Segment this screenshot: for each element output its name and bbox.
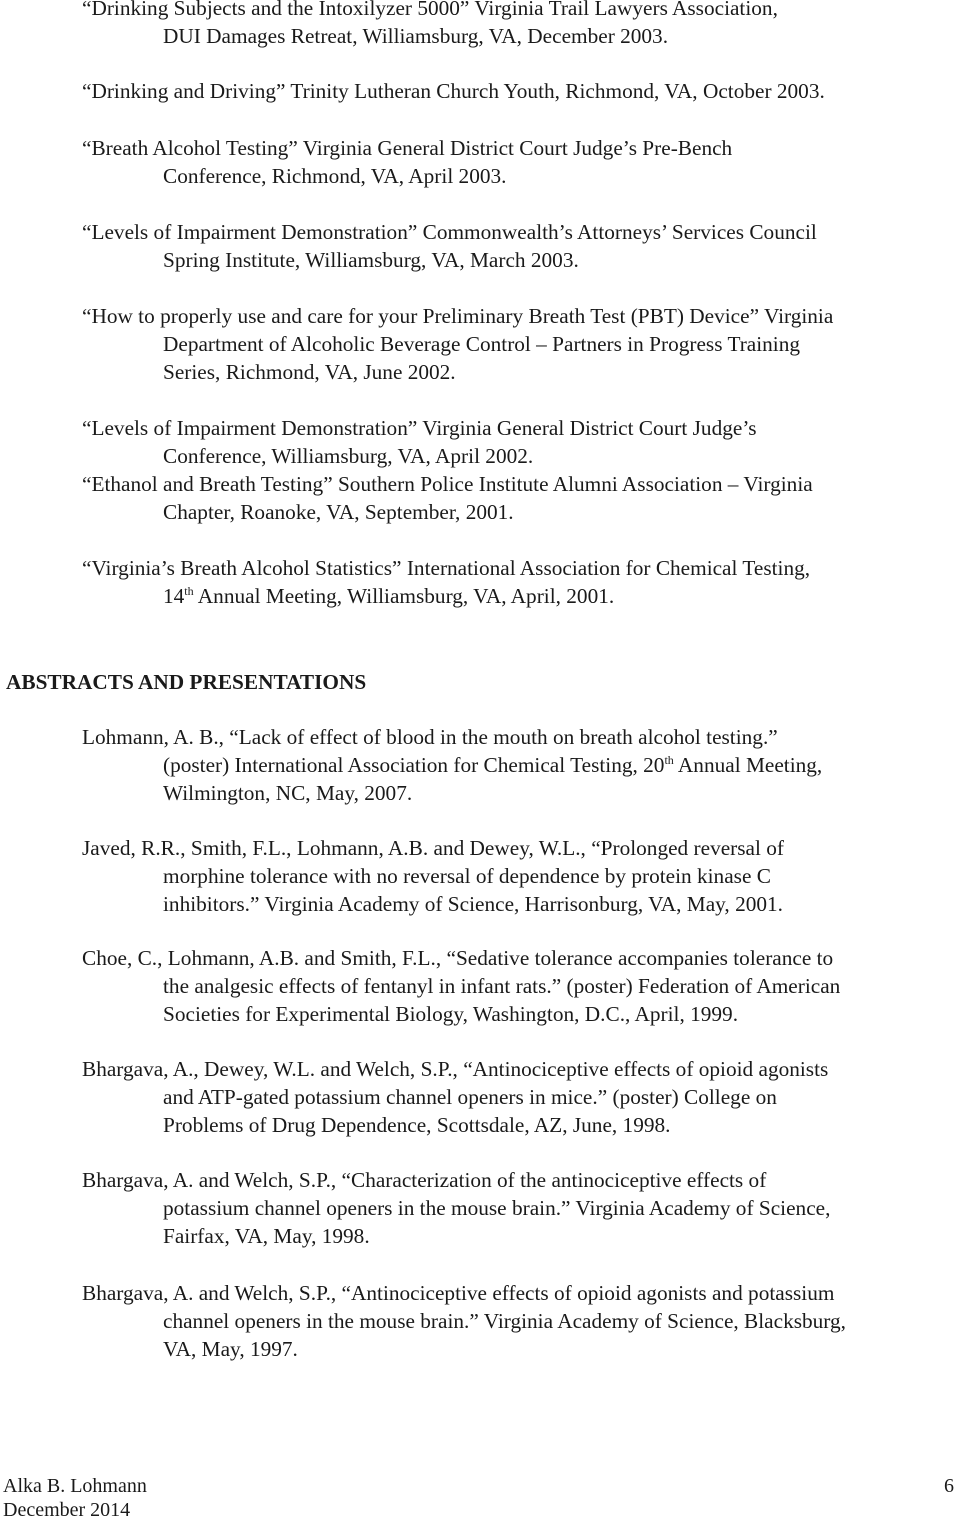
presentation-entry bbox=[82, 218, 956, 274]
entry-line: (poster) International Association for Chemical Testing, 20th Annual Meeting, bbox=[163, 753, 823, 777]
entry-line: Javed, R.R., Smith, F.L., Lohmann, A.B. and Dewey, W.L., “Prolonged reversal of bbox=[82, 836, 784, 860]
entry-line: Conference, Williamsburg, VA, April 2002. bbox=[163, 444, 534, 468]
entry-line: Spring Institute, Williamsburg, VA, March 2003. bbox=[163, 248, 579, 272]
entry-line: Choe, C., Lohmann, A.B. and Smith, F.L., “Sedative tolerance accompanies tolerance to bbox=[82, 946, 834, 970]
entry-line: the analgesic effects of fentanyl in infant rats.” (poster) Federation of American bbox=[163, 974, 841, 998]
abstract-entry bbox=[82, 1279, 956, 1363]
entry-line: inhibitors.” Virginia Academy of Science, Harrisonburg, VA, May, 2001. bbox=[163, 892, 783, 916]
presentation-entry bbox=[82, 134, 956, 190]
entry-line: “Levels of Impairment Demonstration” Virginia General District Court Judge’s bbox=[82, 416, 757, 440]
footer-date: December 2014 bbox=[3, 1499, 131, 1521]
entry-line: and ATP-gated potassium channel openers in mice.” (poster) College on bbox=[163, 1085, 777, 1109]
entry-line: DUI Damages Retreat, Williamsburg, VA, December 2003. bbox=[163, 24, 669, 48]
entry-line: Bhargava, A. and Welch, S.P., “Antinociceptive effects of opioid agonists and potassium bbox=[82, 1281, 835, 1305]
entry-line: Department of Alcoholic Beverage Control – Partners in Progress Training bbox=[163, 332, 801, 356]
entry-line: Chapter, Roanoke, VA, September, 2001. bbox=[163, 500, 514, 524]
presentation-entry bbox=[82, 554, 956, 610]
entry-line: Wilmington, NC, May, 2007. bbox=[163, 781, 413, 805]
entry-line: Bhargava, A., Dewey, W.L. and Welch, S.P., “Antinociceptive effects of opioid agonists bbox=[82, 1057, 829, 1081]
presentation-entry bbox=[82, 302, 956, 386]
entry-line: “Breath Alcohol Testing” Virginia General District Court Judge’s Pre-Bench bbox=[82, 136, 733, 160]
entry-line: VA, May, 1997. bbox=[163, 1337, 298, 1361]
entry-line: “Ethanol and Breath Testing” Southern Police Institute Alumni Association – Virginia bbox=[82, 472, 813, 496]
footer-page-number: 6 bbox=[944, 1475, 954, 1497]
abstract-entry bbox=[82, 944, 956, 1028]
entry-line: Problems of Drug Dependence, Scottsdale, AZ, June, 1998. bbox=[163, 1113, 671, 1137]
entry-line: Conference, Richmond, VA, April 2003. bbox=[163, 164, 507, 188]
presentation-entry bbox=[82, 470, 956, 526]
entry-line: morphine tolerance with no reversal of dependence by protein kinase C bbox=[163, 864, 771, 888]
abstract-entry bbox=[82, 723, 956, 807]
entry-line: “Drinking Subjects and the Intoxilyzer 5000” Virginia Trail Lawyers Association, bbox=[82, 0, 778, 20]
abstract-entry bbox=[82, 834, 956, 918]
presentation-entry bbox=[82, 414, 956, 470]
entry-line: Bhargava, A. and Welch, S.P., “Characterization of the antinociceptive effects of bbox=[82, 1168, 767, 1192]
abstract-entry bbox=[82, 1055, 956, 1139]
entry-line: channel openers in the mouse brain.” Virginia Academy of Science, Blacksburg, bbox=[163, 1309, 846, 1333]
entry-line: 14th Annual Meeting, Williamsburg, VA, April, 2001. bbox=[163, 584, 615, 608]
entry-line: “Levels of Impairment Demonstration” Commonwealth’s Attorneys’ Services Council bbox=[82, 220, 817, 244]
entry-line: “Drinking and Driving” Trinity Lutheran Church Youth, Richmond, VA, October 2003. bbox=[82, 79, 825, 103]
entry-line: Fairfax, VA, May, 1998. bbox=[163, 1224, 370, 1248]
entry-line: Societies for Experimental Biology, Washington, D.C., April, 1999. bbox=[163, 1002, 739, 1026]
entry-line: “How to properly use and care for your Preliminary Breath Test (PBT) Device” Virginia bbox=[82, 304, 834, 328]
entry-line: potassium channel openers in the mouse brain.” Virginia Academy of Science, bbox=[163, 1196, 831, 1220]
presentation-entry bbox=[82, 77, 956, 105]
abstract-entry bbox=[82, 1166, 956, 1250]
presentation-entry bbox=[82, 0, 956, 50]
section-heading: ABSTRACTS AND PRESENTATIONS bbox=[6, 670, 367, 694]
footer-author-name: Alka B. Lohmann bbox=[3, 1475, 147, 1497]
entry-line: Series, Richmond, VA, June 2002. bbox=[163, 360, 456, 384]
entry-line: Lohmann, A. B., “Lack of effect of blood in the mouth on breath alcohol testing.” bbox=[82, 725, 778, 749]
entry-line: “Virginia’s Breath Alcohol Statistics” International Association for Chemical Testing, bbox=[82, 556, 811, 580]
